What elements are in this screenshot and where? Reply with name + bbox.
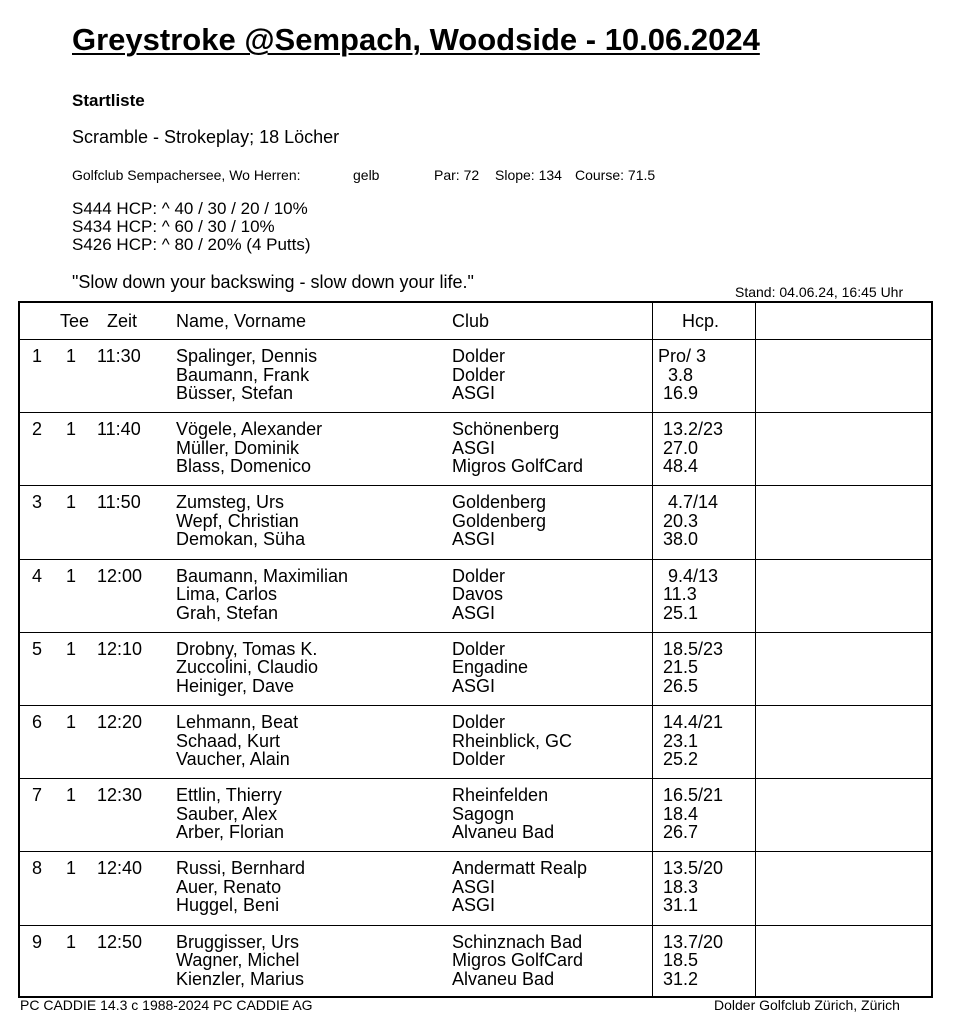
player-hcp: 13.2/23 xyxy=(658,419,724,440)
player-name-list xyxy=(176,640,318,696)
quote: "Slow down your backswing - slow down your life." xyxy=(72,272,474,292)
start-list-table xyxy=(18,301,933,998)
player-hcp-list xyxy=(658,933,723,989)
player-name: Vögele, Alexander xyxy=(176,419,323,440)
player-club-list xyxy=(452,640,528,696)
player-name-list xyxy=(176,933,304,989)
player-club: ASGI xyxy=(452,383,496,403)
player-club: ASGI xyxy=(452,529,496,550)
player-hcp: 38.0 xyxy=(658,529,699,550)
player-club: Davos xyxy=(452,584,504,605)
player-club-list xyxy=(452,786,554,842)
player-hcp-list xyxy=(658,640,723,696)
row-divider xyxy=(20,559,931,560)
player-name: Spalinger, Dennis xyxy=(176,346,318,366)
player-hcp: 31.2 xyxy=(658,968,699,989)
player-club-list xyxy=(452,420,583,476)
player-hcp: 4.7/14 xyxy=(658,492,719,513)
flight-tee: 1 xyxy=(66,785,77,806)
player-club-list xyxy=(452,493,546,549)
player-club: Rheinfelden xyxy=(452,785,549,806)
player-name: Wepf, Christian xyxy=(176,510,299,531)
player-club: Schinznach Bad xyxy=(452,931,583,952)
player-name: Drobny, Tomas K. xyxy=(176,638,318,659)
player-hcp: 11.3 xyxy=(658,584,697,605)
flight-tee: 1 xyxy=(66,565,77,586)
player-hcp: Pro/ 3 xyxy=(658,346,707,366)
player-hcp: 20.3 xyxy=(658,510,699,531)
flight-time: 12:10 xyxy=(97,638,143,659)
player-hcp-list xyxy=(658,347,706,403)
player-name: Kienzler, Marius xyxy=(176,968,305,989)
course-rating: Course: 71.5 xyxy=(575,167,656,183)
footer-club: Dolder Golfclub Zürich, Zürich xyxy=(714,997,900,1013)
player-club: Dolder xyxy=(452,749,506,769)
player-name: Lima, Carlos xyxy=(176,584,278,605)
player-club: Dolder xyxy=(452,364,506,385)
player-club: ASGI xyxy=(452,895,496,916)
player-club-list xyxy=(452,567,505,623)
column-divider xyxy=(755,303,756,996)
header-tee: Tee xyxy=(60,311,90,331)
player-club: ASGI xyxy=(452,602,496,623)
flight-number: 9 xyxy=(32,931,43,952)
stand-timestamp: Stand: 04.06.24, 16:45 Uhr xyxy=(735,284,904,300)
player-club: Alvaneu Bad xyxy=(452,968,555,989)
player-name: Bruggisser, Urs xyxy=(176,931,300,952)
player-hcp: 26.5 xyxy=(658,675,699,696)
column-divider xyxy=(652,303,653,996)
player-club: ASGI xyxy=(452,437,496,458)
player-hcp: 23.1 xyxy=(658,730,699,751)
player-name: Vaucher, Alain xyxy=(176,749,290,769)
flight-time: 11:30 xyxy=(97,346,141,366)
footer-software: PC CADDIE 14.3 c 1988-2024 PC CADDIE AG xyxy=(20,997,313,1013)
player-hcp: 13.7/20 xyxy=(658,931,724,952)
course-par: Par: 72 xyxy=(434,167,480,183)
player-club: Migros GolfCard xyxy=(452,950,584,971)
player-hcp-list xyxy=(658,567,718,623)
row-divider xyxy=(20,851,931,852)
flight-number: 8 xyxy=(32,858,43,879)
row-divider xyxy=(20,485,931,486)
player-hcp: 31.1 xyxy=(658,895,699,916)
row-divider xyxy=(20,925,931,926)
player-hcp-list xyxy=(658,859,723,915)
flight-tee: 1 xyxy=(66,712,77,732)
player-club: Dolder xyxy=(452,346,506,366)
flight-number: 1 xyxy=(32,346,43,366)
player-club: Alvaneu Bad xyxy=(452,822,555,843)
flight-time: 12:00 xyxy=(97,565,143,586)
player-club: Rheinblick, GC xyxy=(452,730,573,751)
player-hcp: 26.7 xyxy=(658,822,699,843)
hcp-rule: S444 HCP: ^ 40 / 30 / 20 / 10% xyxy=(72,199,308,218)
player-hcp: 3.8 xyxy=(658,364,694,385)
header-name: Name, Vorname xyxy=(176,311,307,331)
player-hcp: 16.5/21 xyxy=(658,785,724,806)
header-club: Club xyxy=(452,311,490,331)
player-club: Goldenberg xyxy=(452,492,547,513)
player-name: Wagner, Michel xyxy=(176,950,300,971)
hcp-rules xyxy=(72,200,311,254)
player-hcp: 18.3 xyxy=(658,876,699,897)
flight-number: 4 xyxy=(32,565,43,586)
player-club: Andermatt Realp xyxy=(452,858,588,879)
player-club: ASGI xyxy=(452,876,496,897)
player-club: Dolder xyxy=(452,565,506,586)
player-name: Baumann, Frank xyxy=(176,364,310,385)
player-club: Schönenberg xyxy=(452,419,560,440)
header-hcp: Hcp. xyxy=(682,311,720,331)
flight-tee: 1 xyxy=(66,492,77,513)
player-name: Büsser, Stefan xyxy=(176,383,294,403)
player-name: Heiniger, Dave xyxy=(176,675,295,696)
player-hcp: 13.5/20 xyxy=(658,858,724,879)
flight-tee: 1 xyxy=(66,419,77,440)
flight-time: 11:40 xyxy=(97,419,141,440)
player-name: Huggel, Beni xyxy=(176,895,280,916)
flight-number: 2 xyxy=(32,419,43,440)
player-hcp: 25.2 xyxy=(658,749,699,769)
player-club: Goldenberg xyxy=(452,510,547,531)
player-club-list xyxy=(452,933,583,989)
list-subtitle: Startliste xyxy=(72,91,145,110)
row-divider xyxy=(20,632,931,633)
player-name-list xyxy=(176,567,348,623)
flight-tee: 1 xyxy=(66,858,77,879)
game-format: Scramble - Strokeplay; 18 Löcher xyxy=(72,127,340,147)
player-club-list xyxy=(452,347,505,403)
flight-time: 12:30 xyxy=(97,785,143,806)
player-club: Dolder xyxy=(452,638,506,659)
player-name-list xyxy=(176,859,305,915)
row-divider xyxy=(20,412,931,413)
flight-number: 6 xyxy=(32,712,43,732)
player-name: Lehmann, Beat xyxy=(176,712,299,732)
flight-time: 12:40 xyxy=(97,858,143,879)
player-hcp: 48.4 xyxy=(658,456,699,477)
player-hcp: 18.5/23 xyxy=(658,638,724,659)
player-name: Arber, Florian xyxy=(176,822,285,843)
player-name: Schaad, Kurt xyxy=(176,730,281,751)
course-slope: Slope: 134 xyxy=(495,167,562,183)
player-name-list xyxy=(176,347,317,403)
flight-number: 3 xyxy=(32,492,43,513)
player-name: Zumsteg, Urs xyxy=(176,492,285,513)
header-zeit: Zeit xyxy=(107,311,138,331)
player-name: Ettlin, Thierry xyxy=(176,785,282,806)
player-club: Engadine xyxy=(452,657,529,678)
course-tee-color: gelb xyxy=(353,167,380,183)
flight-time: 11:50 xyxy=(97,492,141,513)
player-hcp: 27.0 xyxy=(658,437,699,458)
player-name-list xyxy=(176,420,322,476)
player-club: Sagogn xyxy=(452,803,515,824)
player-hcp: 18.5 xyxy=(658,950,699,971)
player-hcp: 14.4/21 xyxy=(658,712,724,732)
row-divider xyxy=(20,778,931,779)
player-name-list xyxy=(176,713,298,769)
player-name: Zuccolini, Claudio xyxy=(176,657,319,678)
flight-tee: 1 xyxy=(66,346,77,366)
player-hcp: 9.4/13 xyxy=(658,565,719,586)
flight-tee: 1 xyxy=(66,638,77,659)
player-name: Sauber, Alex xyxy=(176,803,278,824)
player-hcp: 21.5 xyxy=(658,657,699,678)
player-name-list xyxy=(176,493,305,549)
player-hcp-list xyxy=(658,420,723,476)
player-name: Blass, Domenico xyxy=(176,456,312,477)
player-club-list xyxy=(452,713,572,769)
player-name: Müller, Dominik xyxy=(176,437,300,458)
player-club: Dolder xyxy=(452,712,506,732)
player-hcp-list xyxy=(658,493,718,549)
player-name: Russi, Bernhard xyxy=(176,858,306,879)
player-name: Auer, Renato xyxy=(176,876,282,897)
course-club: Golfclub Sempachersee, Wo Herren: xyxy=(72,167,301,183)
player-hcp: 25.1 xyxy=(658,602,699,623)
player-hcp-list xyxy=(658,786,723,842)
row-divider xyxy=(20,339,931,340)
hcp-rule: S426 HCP: ^ 80 / 20% (4 Putts) xyxy=(72,235,311,254)
player-name: Baumann, Maximilian xyxy=(176,565,349,586)
hcp-rule: S434 HCP: ^ 60 / 30 / 10% xyxy=(72,217,275,236)
player-hcp: 18.4 xyxy=(658,803,699,824)
player-name: Grah, Stefan xyxy=(176,602,279,623)
flight-number: 5 xyxy=(32,638,43,659)
player-hcp-list xyxy=(658,713,723,769)
page-title: Greystroke @Sempach, Woodside - 10.06.2024 xyxy=(72,22,760,57)
player-hcp: 16.9 xyxy=(658,383,699,403)
flight-number: 7 xyxy=(32,785,43,806)
player-club-list xyxy=(452,859,587,915)
player-name: Demokan, Süha xyxy=(176,529,306,550)
flight-time: 12:20 xyxy=(97,712,143,732)
player-name-list xyxy=(176,786,284,842)
player-club: ASGI xyxy=(452,675,496,696)
row-divider xyxy=(20,705,931,706)
player-club: Migros GolfCard xyxy=(452,456,584,477)
flight-time: 12:50 xyxy=(97,931,143,952)
flight-tee: 1 xyxy=(66,931,77,952)
